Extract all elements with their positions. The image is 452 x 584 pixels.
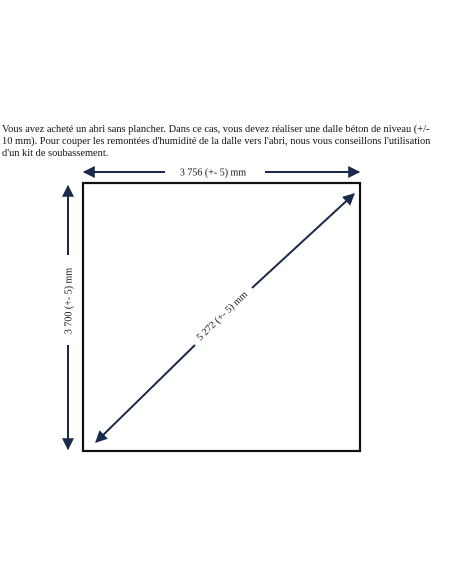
intro-line-3: d'un kit de soubassement. xyxy=(2,148,109,160)
height-label: 3 700 (+- 5) mm xyxy=(63,267,75,335)
diagonal-label: 5 272 (+- 5) mm xyxy=(194,289,250,344)
diagonal-arrow-upper xyxy=(252,194,354,288)
width-label: 3 756 (+- 5) mm xyxy=(179,167,247,179)
intro-line-1: Vous avez acheté un abri sans plancher. Dans ce cas, vous devez réaliser une dalle béton de niveau (+/- xyxy=(2,124,430,135)
intro-line-2: 10 mm). Pour couper les remontées d'humidité de la dalle vers l'abri, nous vous conseillons l'utilisation xyxy=(2,136,431,148)
diagonal-arrow-lower xyxy=(96,345,195,442)
